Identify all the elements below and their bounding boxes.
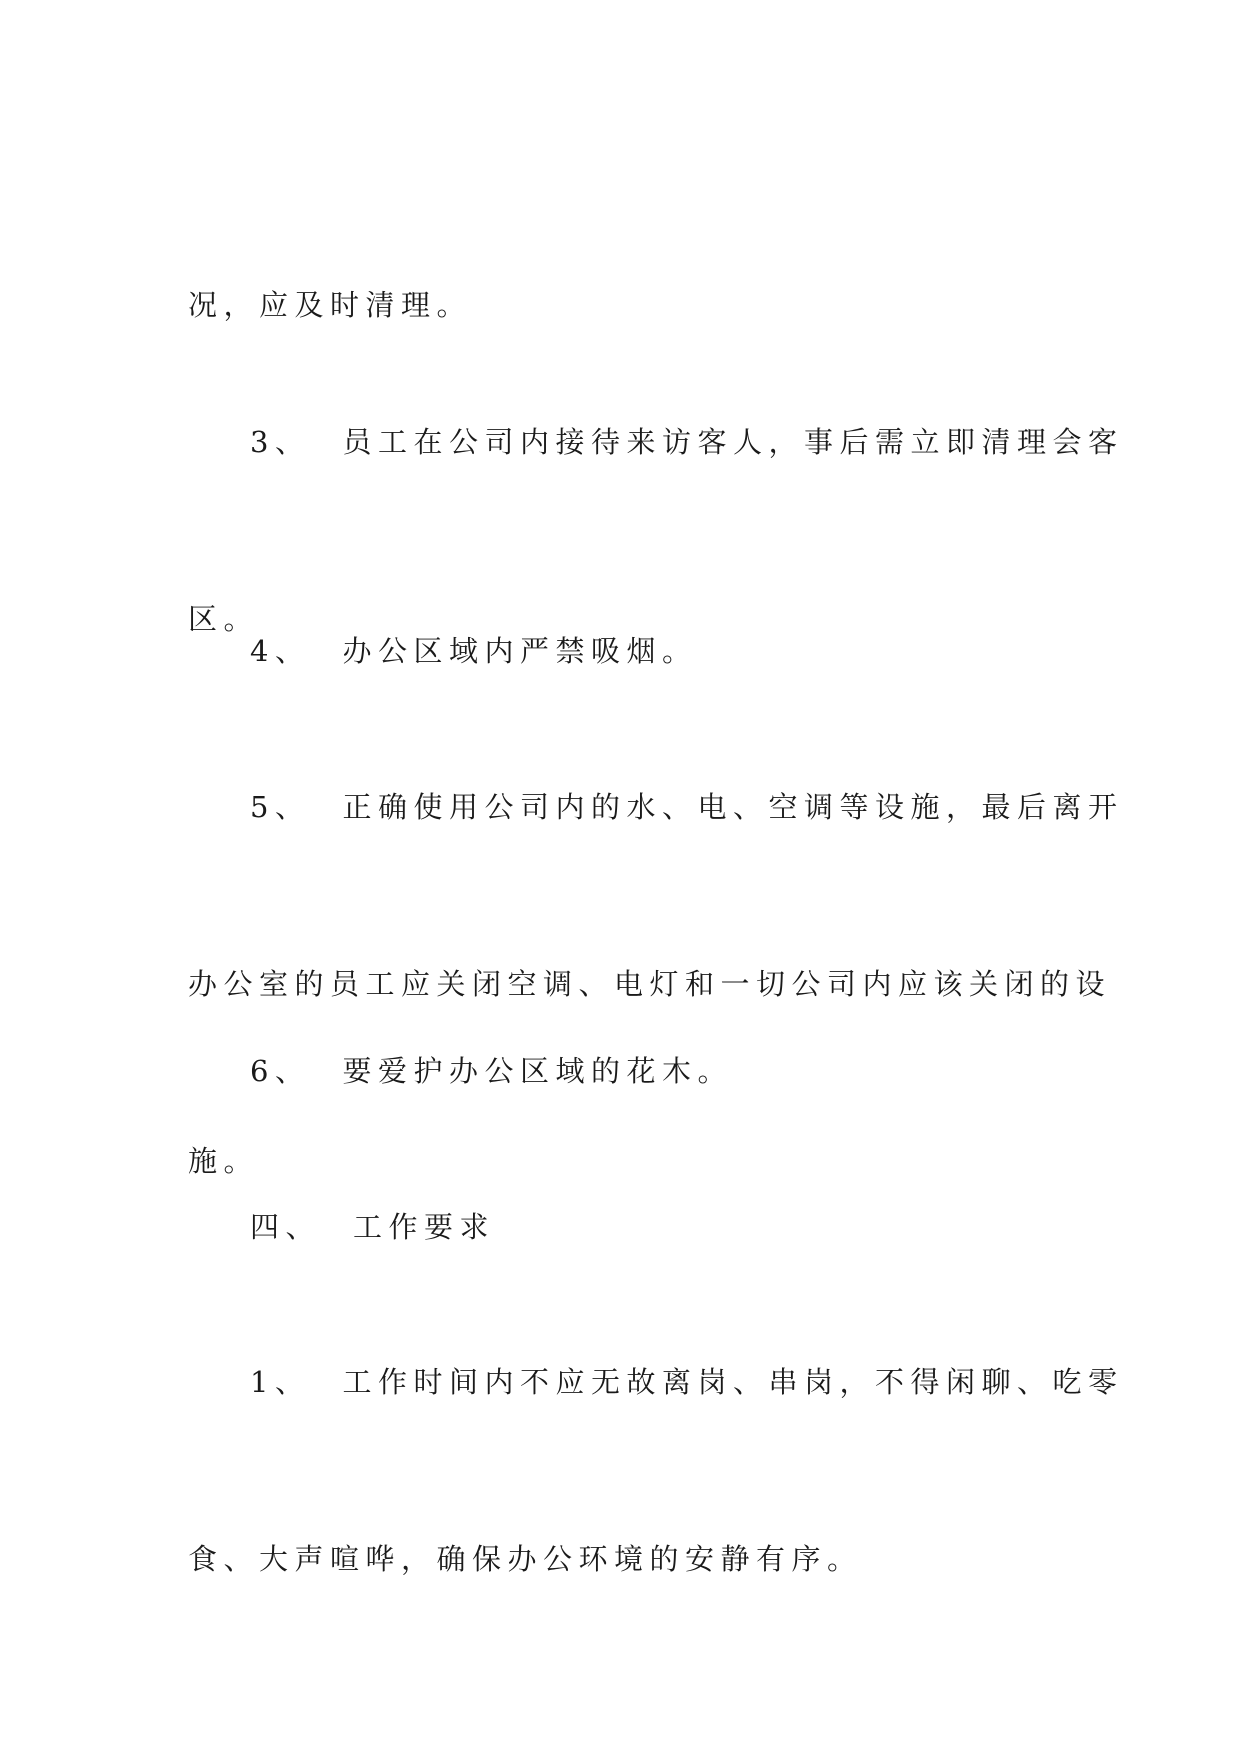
- text-line-content: 要爱护办公区域的花木。: [342, 1054, 733, 1088]
- paragraph-item-1: [188, 1235, 1124, 1707]
- text-line: 食、大声喧哗，确保办公环境的安静有序。: [188, 1542, 863, 1576]
- text-line-content: 正确使用公司内的水、电、空调等设施，最后离开: [342, 790, 1124, 824]
- text-line: [188, 1353, 1124, 1412]
- item-number: 3、: [250, 425, 311, 459]
- text-line: 况，应及时清理。: [188, 288, 473, 322]
- text-line: 办公室的员工应关闭空调、电灯和一切公司内应该关闭的设: [188, 967, 1112, 1001]
- text-line: 施。: [188, 1144, 260, 1178]
- text-line-content: 办公区域内严禁吸烟。: [342, 634, 698, 668]
- text-line: 区。: [188, 602, 260, 636]
- section-number: 四、: [250, 1210, 322, 1244]
- text-line-content: 工作时间内不应无故离岗、串岗，不得闲聊、吃零: [342, 1365, 1124, 1399]
- item-number: 4、: [250, 634, 311, 668]
- item-number: 1、: [250, 1365, 311, 1399]
- text-line: [188, 778, 1124, 837]
- text-line-content: 员工在公司内接待来访客人，事后需立即清理会客: [342, 425, 1124, 459]
- text-line: [188, 413, 1124, 472]
- item-number: 6、: [250, 1054, 311, 1088]
- section-title: 工作要求: [353, 1210, 496, 1244]
- item-number: 5、: [250, 790, 311, 824]
